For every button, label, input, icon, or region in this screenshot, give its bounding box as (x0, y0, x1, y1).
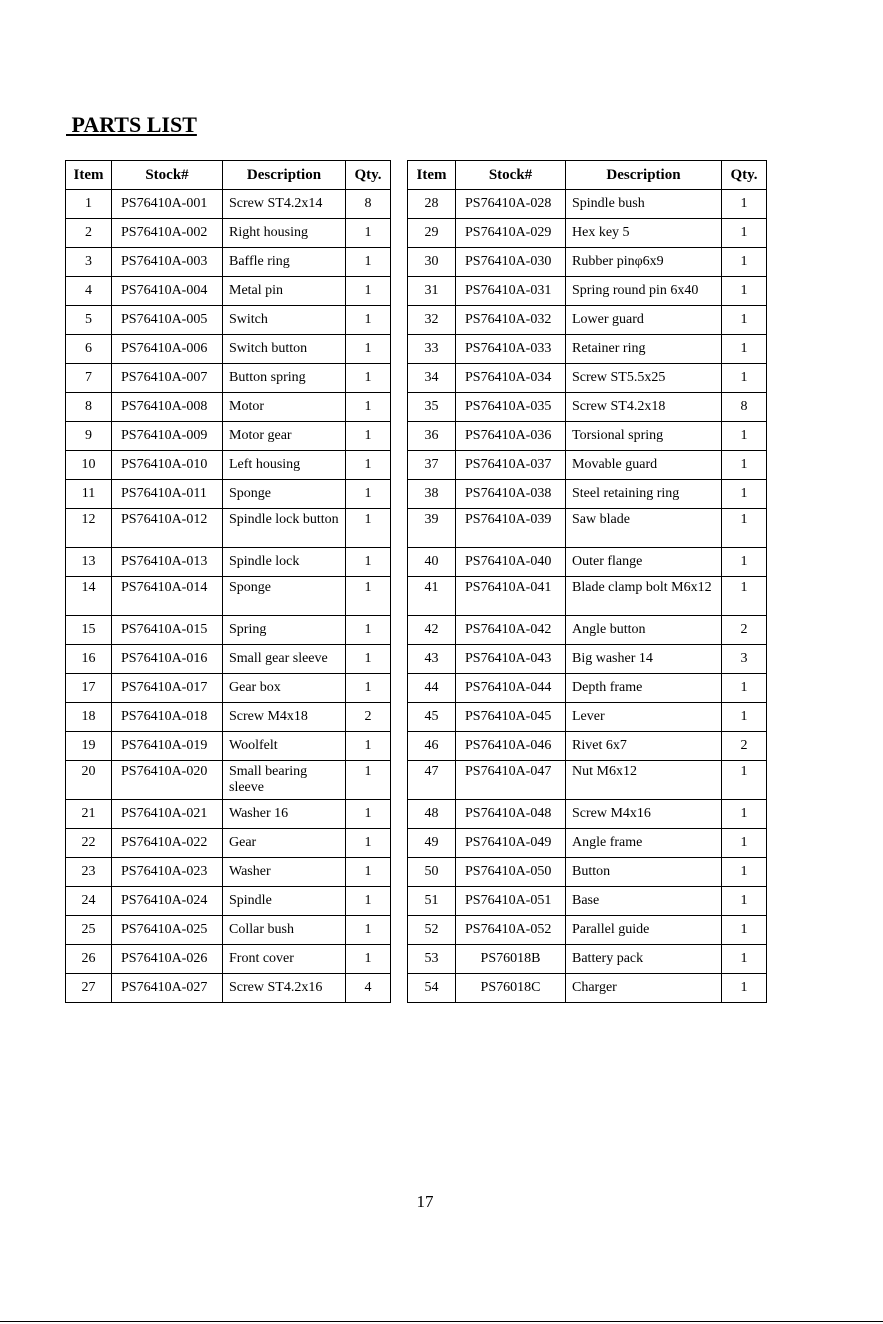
column-header-qty: Qty. (722, 161, 767, 190)
stock-cell: PS76410A-045 (456, 703, 566, 732)
item-cell: 20 (66, 761, 112, 800)
stock-cell: PS76410A-024 (112, 887, 223, 916)
table-row (66, 480, 391, 509)
stock-cell: PS76410A-019 (112, 732, 223, 761)
table-row (66, 974, 391, 1003)
table-row (66, 248, 391, 277)
description-cell: Screw M4x18 (223, 703, 346, 732)
description-cell: Baffle ring (223, 248, 346, 277)
description-cell: Big washer 14 (566, 645, 722, 674)
table-header-row (408, 161, 767, 190)
table-row (408, 945, 767, 974)
qty-cell: 1 (722, 509, 767, 548)
stock-cell: PS76410A-020 (112, 761, 223, 800)
table-row (408, 248, 767, 277)
table-row (66, 306, 391, 335)
stock-cell: PS76410A-048 (456, 800, 566, 829)
table-row (408, 858, 767, 887)
item-cell: 30 (408, 248, 456, 277)
item-cell: 4 (66, 277, 112, 306)
stock-cell: PS76410A-030 (456, 248, 566, 277)
item-cell: 34 (408, 364, 456, 393)
table-row (408, 277, 767, 306)
stock-cell: PS76410A-004 (112, 277, 223, 306)
stock-cell: PS76410A-026 (112, 945, 223, 974)
table-row (66, 190, 391, 219)
item-cell: 51 (408, 887, 456, 916)
item-cell: 45 (408, 703, 456, 732)
stock-cell: PS76410A-009 (112, 422, 223, 451)
table-row (408, 974, 767, 1003)
qty-cell: 3 (722, 645, 767, 674)
table-row (66, 422, 391, 451)
description-cell: Blade clamp bolt M6x12 (566, 577, 722, 616)
item-cell: 38 (408, 480, 456, 509)
qty-cell: 1 (346, 451, 391, 480)
item-cell: 48 (408, 800, 456, 829)
qty-cell: 1 (722, 916, 767, 945)
description-cell: Angle frame (566, 829, 722, 858)
qty-cell: 1 (346, 277, 391, 306)
stock-cell: PS76410A-033 (456, 335, 566, 364)
qty-cell: 1 (346, 335, 391, 364)
table-row (408, 509, 767, 548)
stock-cell: PS76410A-005 (112, 306, 223, 335)
table-row (408, 422, 767, 451)
column-header-item: Item (408, 161, 456, 190)
table-row (66, 451, 391, 480)
description-cell: Spindle bush (566, 190, 722, 219)
stock-cell: PS76018C (456, 974, 566, 1003)
table-row (408, 916, 767, 945)
stock-cell: PS76410A-037 (456, 451, 566, 480)
description-cell: Switch button (223, 335, 346, 364)
table-row (408, 645, 767, 674)
parts-table-left-body (66, 190, 391, 1003)
description-cell: Motor gear (223, 422, 346, 451)
table-row (66, 858, 391, 887)
table-row (408, 577, 767, 616)
qty-cell: 1 (346, 800, 391, 829)
qty-cell: 1 (722, 703, 767, 732)
description-cell: Spindle (223, 887, 346, 916)
qty-cell: 1 (346, 616, 391, 645)
stock-cell: PS76410A-008 (112, 393, 223, 422)
description-cell: Screw ST5.5x25 (566, 364, 722, 393)
qty-cell: 1 (722, 451, 767, 480)
stock-cell: PS76410A-011 (112, 480, 223, 509)
item-cell: 2 (66, 219, 112, 248)
item-cell: 29 (408, 219, 456, 248)
item-cell: 7 (66, 364, 112, 393)
description-cell: Washer (223, 858, 346, 887)
qty-cell: 1 (346, 829, 391, 858)
description-cell: Rivet 6x7 (566, 732, 722, 761)
stock-cell: PS76410A-038 (456, 480, 566, 509)
column-header-stock: Stock# (456, 161, 566, 190)
item-cell: 28 (408, 190, 456, 219)
table-row (408, 761, 767, 800)
qty-cell: 1 (346, 916, 391, 945)
description-cell: Spindle lock (223, 548, 346, 577)
table-row (66, 548, 391, 577)
description-cell: Motor (223, 393, 346, 422)
item-cell: 33 (408, 335, 456, 364)
stock-cell: PS76410A-023 (112, 858, 223, 887)
item-cell: 47 (408, 761, 456, 800)
qty-cell: 1 (346, 248, 391, 277)
stock-cell: PS76410A-043 (456, 645, 566, 674)
table-row (408, 548, 767, 577)
item-cell: 3 (66, 248, 112, 277)
table-row (66, 703, 391, 732)
qty-cell: 1 (722, 974, 767, 1003)
qty-cell: 1 (346, 577, 391, 616)
table-row (408, 703, 767, 732)
stock-cell: PS76410A-001 (112, 190, 223, 219)
item-cell: 35 (408, 393, 456, 422)
table-row (66, 577, 391, 616)
stock-cell: PS76410A-039 (456, 509, 566, 548)
item-cell: 43 (408, 645, 456, 674)
stock-cell: PS76410A-002 (112, 219, 223, 248)
description-cell: Lower guard (566, 306, 722, 335)
qty-cell: 1 (722, 219, 767, 248)
qty-cell: 1 (722, 306, 767, 335)
qty-cell: 1 (346, 645, 391, 674)
item-cell: 50 (408, 858, 456, 887)
qty-cell: 8 (346, 190, 391, 219)
item-cell: 12 (66, 509, 112, 548)
stock-cell: PS76410A-018 (112, 703, 223, 732)
description-cell: Gear (223, 829, 346, 858)
stock-cell: PS76410A-014 (112, 577, 223, 616)
stock-cell: PS76410A-034 (456, 364, 566, 393)
description-cell: Spindle lock button (223, 509, 346, 548)
stock-cell: PS76410A-006 (112, 335, 223, 364)
table-row (408, 335, 767, 364)
description-cell: Steel retaining ring (566, 480, 722, 509)
table-row (66, 219, 391, 248)
column-header-item: Item (66, 161, 112, 190)
stock-cell: PS76410A-036 (456, 422, 566, 451)
item-cell: 8 (66, 393, 112, 422)
qty-cell: 1 (722, 887, 767, 916)
qty-cell: 1 (722, 480, 767, 509)
item-cell: 17 (66, 674, 112, 703)
item-cell: 46 (408, 732, 456, 761)
item-cell: 39 (408, 509, 456, 548)
description-cell: Hex key 5 (566, 219, 722, 248)
description-cell: Parallel guide (566, 916, 722, 945)
item-cell: 25 (66, 916, 112, 945)
qty-cell: 2 (722, 732, 767, 761)
table-row (408, 800, 767, 829)
qty-cell: 1 (346, 887, 391, 916)
qty-cell: 1 (346, 422, 391, 451)
stock-cell: PS76410A-035 (456, 393, 566, 422)
qty-cell: 1 (722, 858, 767, 887)
qty-cell: 2 (722, 616, 767, 645)
description-cell: Small bearing sleeve (223, 761, 346, 800)
qty-cell: 8 (722, 393, 767, 422)
item-cell: 19 (66, 732, 112, 761)
item-cell: 41 (408, 577, 456, 616)
qty-cell: 1 (346, 364, 391, 393)
qty-cell: 1 (722, 335, 767, 364)
stock-cell: PS76410A-032 (456, 306, 566, 335)
qty-cell: 1 (722, 577, 767, 616)
table-row (66, 674, 391, 703)
item-cell: 15 (66, 616, 112, 645)
stock-cell: PS76410A-007 (112, 364, 223, 393)
stock-cell: PS76410A-022 (112, 829, 223, 858)
description-cell: Lever (566, 703, 722, 732)
qty-cell: 2 (346, 703, 391, 732)
item-cell: 52 (408, 916, 456, 945)
stock-cell: PS76410A-046 (456, 732, 566, 761)
stock-cell: PS76410A-050 (456, 858, 566, 887)
description-cell: Movable guard (566, 451, 722, 480)
description-cell: Left housing (223, 451, 346, 480)
qty-cell: 1 (346, 761, 391, 800)
qty-cell: 1 (722, 364, 767, 393)
qty-cell: 1 (722, 190, 767, 219)
item-cell: 31 (408, 277, 456, 306)
item-cell: 13 (66, 548, 112, 577)
table-row (66, 509, 391, 548)
description-cell: Spring (223, 616, 346, 645)
item-cell: 18 (66, 703, 112, 732)
qty-cell: 1 (346, 393, 391, 422)
column-header-description: Description (223, 161, 346, 190)
qty-cell: 1 (722, 548, 767, 577)
qty-cell: 1 (346, 732, 391, 761)
table-row (408, 480, 767, 509)
qty-cell: 4 (346, 974, 391, 1003)
description-cell: Angle button (566, 616, 722, 645)
item-cell: 10 (66, 451, 112, 480)
description-cell: Sponge (223, 480, 346, 509)
description-cell: Base (566, 887, 722, 916)
description-cell: Spring round pin 6x40 (566, 277, 722, 306)
stock-cell: PS76410A-010 (112, 451, 223, 480)
item-cell: 40 (408, 548, 456, 577)
stock-cell: PS76410A-049 (456, 829, 566, 858)
description-cell: Battery pack (566, 945, 722, 974)
parts-table-right-body (408, 190, 767, 1003)
description-cell: Saw blade (566, 509, 722, 548)
description-cell: Washer 16 (223, 800, 346, 829)
stock-cell: PS76410A-051 (456, 887, 566, 916)
qty-cell: 1 (346, 509, 391, 548)
item-cell: 26 (66, 945, 112, 974)
stock-cell: PS76410A-042 (456, 616, 566, 645)
stock-cell: PS76410A-003 (112, 248, 223, 277)
stock-cell: PS76410A-017 (112, 674, 223, 703)
column-header-description: Description (566, 161, 722, 190)
table-row (408, 306, 767, 335)
table-row (408, 674, 767, 703)
description-cell: Screw ST4.2x18 (566, 393, 722, 422)
stock-cell: PS76410A-040 (456, 548, 566, 577)
stock-cell: PS76410A-044 (456, 674, 566, 703)
description-cell: Retainer ring (566, 335, 722, 364)
column-header-qty: Qty. (346, 161, 391, 190)
item-cell: 36 (408, 422, 456, 451)
qty-cell: 1 (722, 248, 767, 277)
description-cell: Small gear sleeve (223, 645, 346, 674)
stock-cell: PS76018B (456, 945, 566, 974)
item-cell: 24 (66, 887, 112, 916)
description-cell: Charger (566, 974, 722, 1003)
description-cell: Screw ST4.2x16 (223, 974, 346, 1003)
stock-cell: PS76410A-047 (456, 761, 566, 800)
item-cell: 54 (408, 974, 456, 1003)
table-row (66, 616, 391, 645)
description-cell: Switch (223, 306, 346, 335)
parts-table-left (65, 160, 391, 1003)
stock-cell: PS76410A-041 (456, 577, 566, 616)
table-row (408, 829, 767, 858)
description-cell: Right housing (223, 219, 346, 248)
table-row (66, 887, 391, 916)
table-row (408, 219, 767, 248)
table-row (66, 393, 391, 422)
table-row (66, 645, 391, 674)
stock-cell: PS76410A-031 (456, 277, 566, 306)
table-row (66, 364, 391, 393)
qty-cell: 1 (346, 480, 391, 509)
item-cell: 49 (408, 829, 456, 858)
description-cell: Metal pin (223, 277, 346, 306)
parts-table-right (407, 160, 767, 1003)
stock-cell: PS76410A-027 (112, 974, 223, 1003)
stock-cell: PS76410A-013 (112, 548, 223, 577)
table-row (408, 451, 767, 480)
qty-cell: 1 (722, 945, 767, 974)
item-cell: 16 (66, 645, 112, 674)
item-cell: 22 (66, 829, 112, 858)
table-row (408, 616, 767, 645)
table-row (66, 335, 391, 364)
qty-cell: 1 (346, 219, 391, 248)
description-cell: Outer flange (566, 548, 722, 577)
stock-cell: PS76410A-012 (112, 509, 223, 548)
table-row (408, 732, 767, 761)
description-cell: Screw ST4.2x14 (223, 190, 346, 219)
table-row (66, 945, 391, 974)
page-title: PARTS LIST (66, 112, 197, 137)
item-cell: 14 (66, 577, 112, 616)
stock-cell: PS76410A-015 (112, 616, 223, 645)
description-cell: Nut M6x12 (566, 761, 722, 800)
description-cell: Collar bush (223, 916, 346, 945)
qty-cell: 1 (346, 306, 391, 335)
stock-cell: PS76410A-029 (456, 219, 566, 248)
stock-cell: PS76410A-016 (112, 645, 223, 674)
item-cell: 5 (66, 306, 112, 335)
table-row (66, 916, 391, 945)
column-header-stock: Stock# (112, 161, 223, 190)
item-cell: 1 (66, 190, 112, 219)
item-cell: 9 (66, 422, 112, 451)
stock-cell: PS76410A-052 (456, 916, 566, 945)
item-cell: 37 (408, 451, 456, 480)
item-cell: 32 (408, 306, 456, 335)
description-cell: Depth frame (566, 674, 722, 703)
qty-cell: 1 (346, 548, 391, 577)
description-cell: Button (566, 858, 722, 887)
table-row (408, 190, 767, 219)
description-cell: Torsional spring (566, 422, 722, 451)
description-cell: Rubber pinφ6x9 (566, 248, 722, 277)
table-row (66, 732, 391, 761)
description-cell: Button spring (223, 364, 346, 393)
item-cell: 42 (408, 616, 456, 645)
stock-cell: PS76410A-021 (112, 800, 223, 829)
qty-cell: 1 (722, 277, 767, 306)
item-cell: 11 (66, 480, 112, 509)
table-row (66, 829, 391, 858)
qty-cell: 1 (722, 674, 767, 703)
qty-cell: 1 (722, 422, 767, 451)
table-row (408, 887, 767, 916)
qty-cell: 1 (346, 945, 391, 974)
description-cell: Front cover (223, 945, 346, 974)
item-cell: 23 (66, 858, 112, 887)
table-row (408, 364, 767, 393)
stock-cell: PS76410A-025 (112, 916, 223, 945)
bottom-rule (0, 1321, 883, 1322)
qty-cell: 1 (722, 800, 767, 829)
qty-cell: 1 (722, 829, 767, 858)
qty-cell: 1 (346, 858, 391, 887)
table-row (66, 761, 391, 800)
description-cell: Gear box (223, 674, 346, 703)
item-cell: 6 (66, 335, 112, 364)
item-cell: 53 (408, 945, 456, 974)
table-row (66, 277, 391, 306)
table-header-row (66, 161, 391, 190)
page-number: 17 (416, 1192, 434, 1211)
stock-cell: PS76410A-028 (456, 190, 566, 219)
item-cell: 21 (66, 800, 112, 829)
description-cell: Sponge (223, 577, 346, 616)
description-cell: Screw M4x16 (566, 800, 722, 829)
item-cell: 27 (66, 974, 112, 1003)
table-row (66, 800, 391, 829)
qty-cell: 1 (346, 674, 391, 703)
table-row (408, 393, 767, 422)
description-cell: Woolfelt (223, 732, 346, 761)
item-cell: 44 (408, 674, 456, 703)
qty-cell: 1 (722, 761, 767, 800)
